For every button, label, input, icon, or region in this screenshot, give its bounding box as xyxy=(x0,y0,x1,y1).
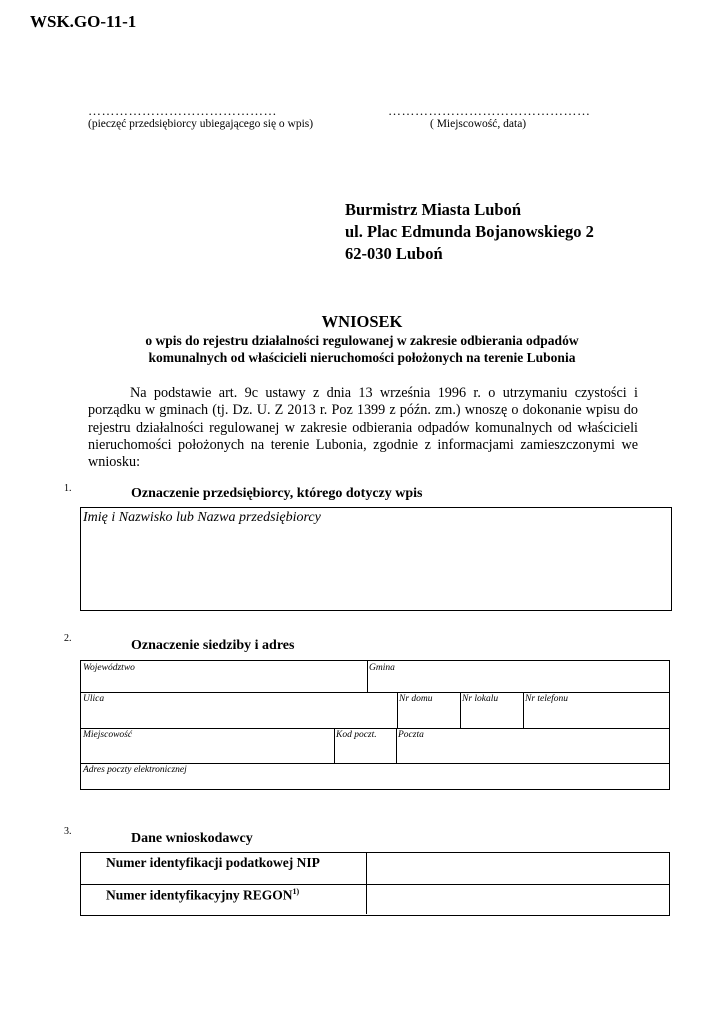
nr-domu-label: Nr domu xyxy=(399,694,433,704)
place-date-dots: ……………………………………… xyxy=(388,103,591,118)
section-1-number: 1. xyxy=(64,483,72,494)
kod-pocztowy-field[interactable] xyxy=(334,728,396,763)
nr-telefonu-label: Nr telefonu xyxy=(525,694,569,704)
stamp-dots: …………………………………… xyxy=(88,103,277,118)
regon-input[interactable] xyxy=(367,885,669,914)
address-grid xyxy=(80,660,670,790)
nip-input[interactable] xyxy=(367,853,669,884)
intro-paragraph: Na podstawie art. 9c ustawy z dnia 13 września 1996 r. o utrzymaniu czystości i porządku w gminach (tj. Dz. U. Z 2013 r. Poz 1399 z późn. zm.) wnoszę o dokonanie wpisu do rejestru działalności regulowanej w zakresie odbierania odpadów komunalnych od właścicieli nieruchomości położonych na terenie Lubonia, zgodnie z informacjami zamieszczonymi we wniosku: xyxy=(88,385,638,471)
section-3-title: Dane wnioskodawcy xyxy=(131,831,253,846)
wojewodztwo-field[interactable] xyxy=(81,661,367,692)
miejscowosc-field[interactable] xyxy=(81,728,334,763)
gmina-field[interactable] xyxy=(367,661,669,692)
ulica-label: Ulica xyxy=(83,694,105,704)
business-name-label: Imię i Nazwisko lub Nazwa przedsiębiorcy xyxy=(83,510,321,525)
addressee-line-3: 62-030 Luboń xyxy=(345,244,443,263)
email-label: Adres poczty elektronicznej xyxy=(83,765,187,775)
stamp-caption: (pieczęć przedsiębiorcy ubiegającego się o wpis) xyxy=(88,118,314,130)
addressee-line-1: Burmistrz Miasta Luboń xyxy=(345,200,522,219)
form-code: WSK.GO-11-1 xyxy=(30,12,137,31)
document-title: WNIOSEK xyxy=(321,312,403,331)
nr-lokalu-label: Nr lokalu xyxy=(462,694,499,704)
wojewodztwo-label: Województwo xyxy=(83,663,135,673)
ulica-field[interactable] xyxy=(81,692,397,728)
addressee-block xyxy=(345,199,594,265)
regon-label: Numer identyfikacyjny REGON xyxy=(106,887,293,903)
section-1-title: Oznaczenie przedsiębiorcy, którego dotyczy wpis xyxy=(131,486,423,501)
miejscowosc-label: Miejscowość xyxy=(83,730,133,740)
nr-domu-field[interactable] xyxy=(397,692,460,728)
kod-pocztowy-label: Kod poczt. xyxy=(336,730,377,740)
gmina-label: Gmina xyxy=(369,663,395,673)
business-name-field[interactable] xyxy=(80,507,672,611)
nr-telefonu-field[interactable] xyxy=(523,692,669,728)
regon-label-wrap xyxy=(81,887,366,904)
applicant-grid xyxy=(80,852,670,916)
poczta-label: Poczta xyxy=(398,730,424,740)
regon-footnote: 1) xyxy=(292,887,300,896)
section-3-number: 3. xyxy=(64,826,72,837)
nip-label: Numer identyfikacji podatkowej NIP xyxy=(106,855,320,870)
poczta-field[interactable] xyxy=(396,728,669,763)
section-2-title: Oznaczenie siedziby i adres xyxy=(131,638,295,653)
document-subtitle: o wpis do rejestru działalności regulowanej w zakresie odbierania odpadów komunalnych od właścicieli nieruchomości położonych na terenie Lubonia xyxy=(145,333,579,365)
place-date-caption: ( Miejscowość, data) xyxy=(430,118,527,130)
email-field[interactable] xyxy=(81,763,669,789)
section-2-number: 2. xyxy=(64,633,72,644)
addressee-line-2: ul. Plac Edmunda Bojanowskiego 2 xyxy=(345,222,594,241)
nr-lokalu-field[interactable] xyxy=(460,692,523,728)
